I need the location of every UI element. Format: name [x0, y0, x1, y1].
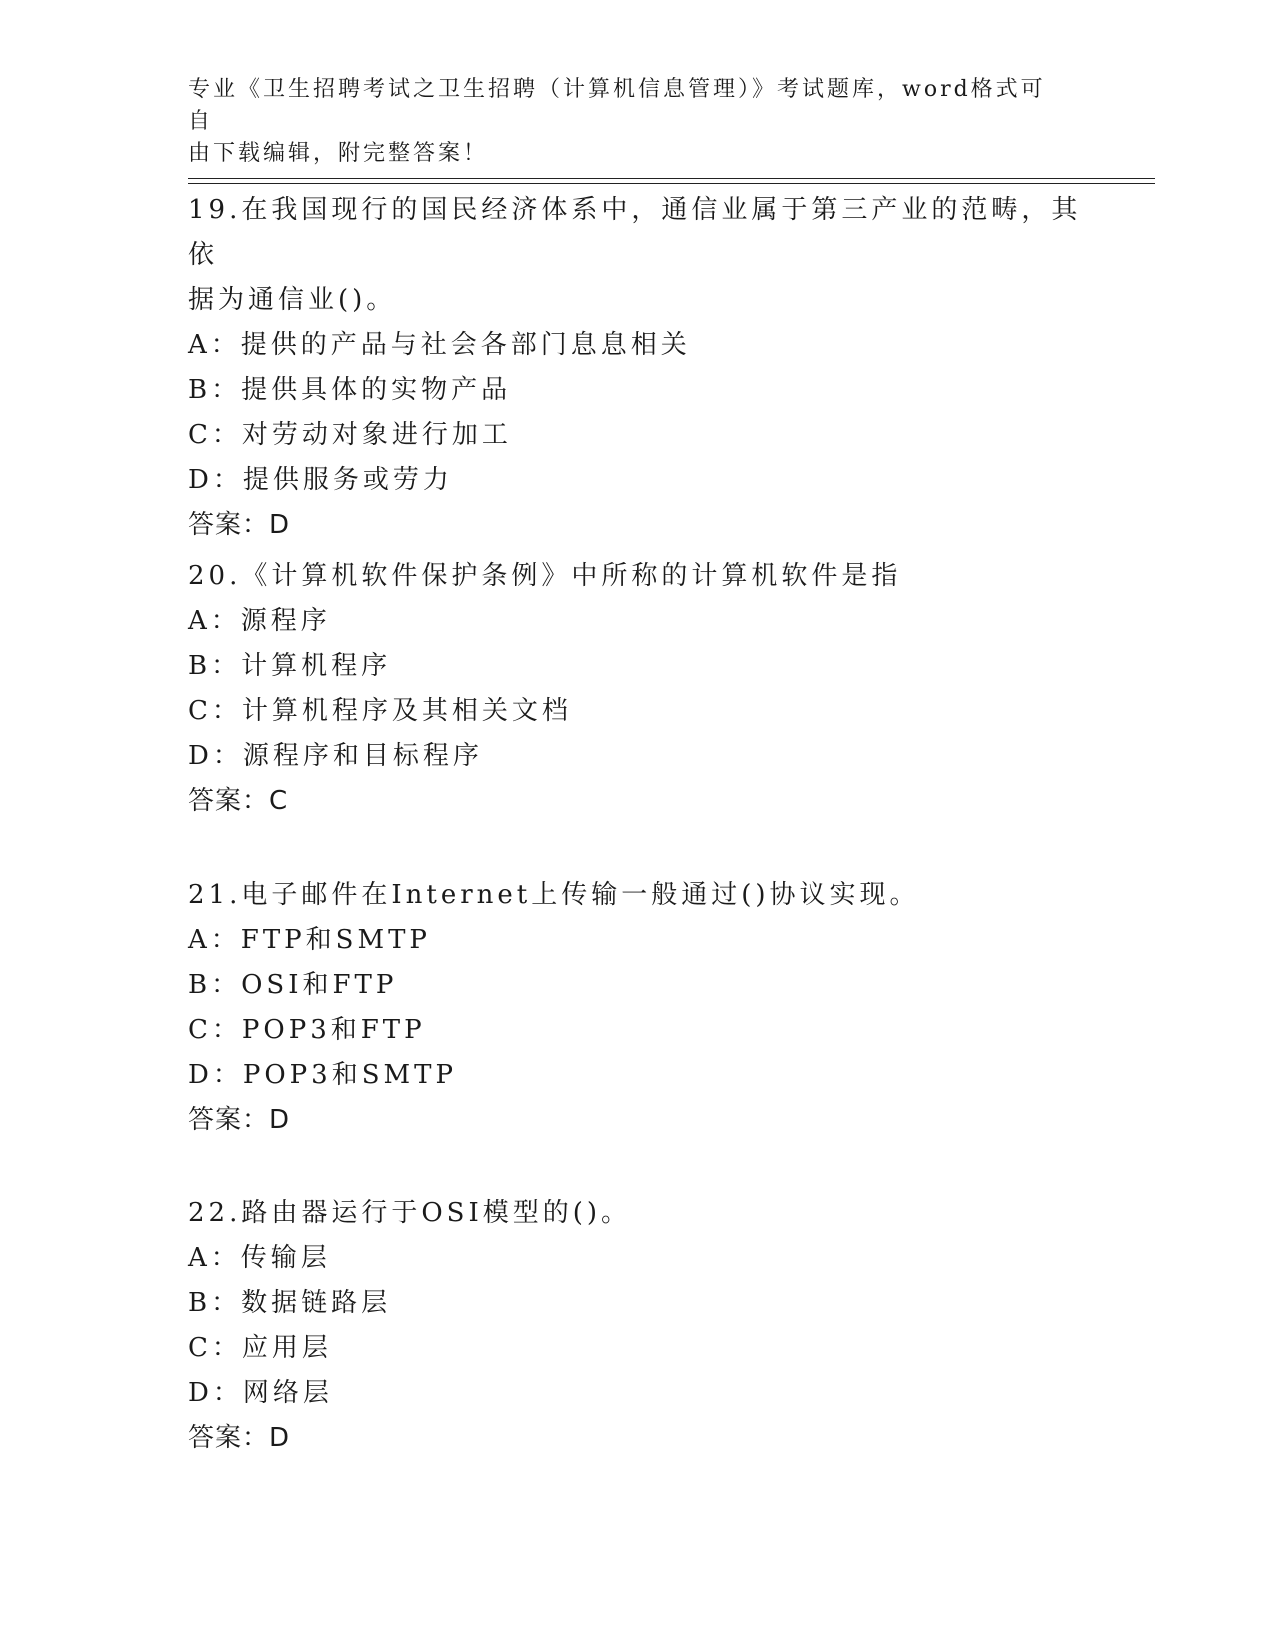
answer: 答案：D [188, 1423, 291, 1453]
header-divider-top [188, 178, 1155, 179]
option-d: D：提供服务或劳力 [188, 465, 453, 495]
question-text-line-1: 21.电子邮件在Internet上传输一般通过()协议实现。 [188, 880, 920, 910]
option-d: D：网络层 [188, 1378, 333, 1408]
question-text-line-1: 20.《计算机软件保护条例》中所称的计算机软件是指 [188, 561, 902, 591]
option-b: B：数据链路层 [188, 1288, 392, 1318]
header-line-1: 专业《卫生招聘考试之卫生招聘（计算机信息管理）》考试题库，word格式可自 [188, 77, 1046, 134]
question-19 [188, 188, 1088, 548]
question-text-line-1: 22.路由器运行于OSI模型的()。 [188, 1198, 632, 1228]
document-header [188, 74, 1068, 170]
option-a: A：提供的产品与社会各部门息息相关 [188, 330, 691, 360]
option-c: C：应用层 [188, 1333, 332, 1363]
question-text-line-2: 据为通信业()。 [188, 285, 397, 315]
answer: 答案：C [188, 786, 289, 816]
question-21 [188, 873, 1088, 1143]
option-a: A：源程序 [188, 606, 331, 636]
option-b: B：OSI和FTP [188, 970, 398, 1000]
option-d: D：POP3和SMTP [188, 1060, 457, 1090]
header-line-2: 由下载编辑，附完整答案！ [188, 141, 489, 166]
option-d: D：源程序和目标程序 [188, 741, 483, 771]
header-divider-bottom [188, 183, 1155, 184]
question-22 [188, 1191, 1088, 1461]
option-b: B：计算机程序 [188, 651, 392, 681]
answer: 答案：D [188, 510, 291, 540]
question-text-line-1: 19.在我国现行的国民经济体系中，通信业属于第三产业的范畴，其依 [188, 195, 1082, 270]
option-c: C：POP3和FTP [188, 1015, 426, 1045]
option-a: A：传输层 [188, 1243, 331, 1273]
option-c: C：对劳动对象进行加工 [188, 420, 512, 450]
option-b: B：提供具体的实物产品 [188, 375, 512, 405]
answer: 答案：D [188, 1105, 291, 1135]
question-20 [188, 554, 1088, 824]
option-a: A：FTP和SMTP [188, 925, 431, 955]
option-c: C：计算机程序及其相关文档 [188, 696, 572, 726]
